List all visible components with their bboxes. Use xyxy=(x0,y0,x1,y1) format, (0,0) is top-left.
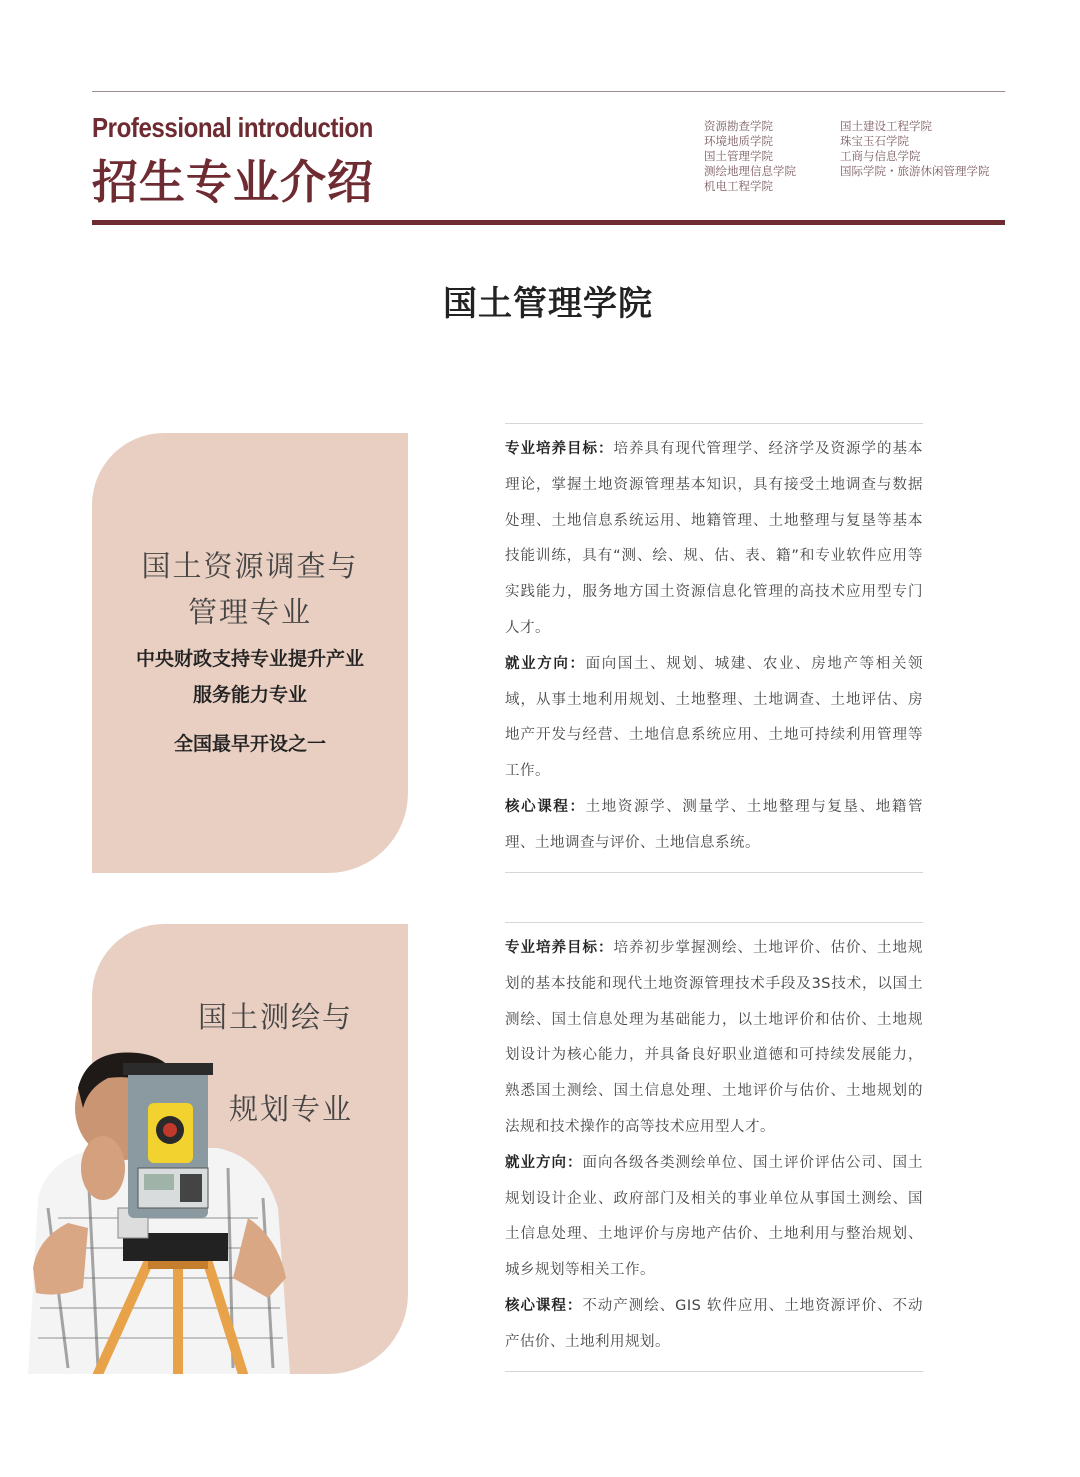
header-top-rule xyxy=(92,91,1005,92)
major2-description xyxy=(505,922,923,1372)
major1-tag xyxy=(92,641,408,713)
major1-name-line1: 国土资源调查与 xyxy=(141,549,359,583)
courses-label: 核心课程： xyxy=(505,798,586,815)
major2-name-line1: 国土测绘与 xyxy=(197,1000,353,1034)
department-title: 国土管理学院 xyxy=(443,284,653,324)
major1-career xyxy=(505,647,923,790)
heading-english: Professional introduction xyxy=(92,112,373,143)
career-text: 面向各级各类测绘单位、国土评价评估公司、国土规划设计企业、政府部门及相关的事业单位从事国土测绘、国土信息处理、土地评价与房地产估价、土地利用与整治规划、城乡规划等相关工作。 xyxy=(505,1154,923,1279)
career-label: 就业方向： xyxy=(505,655,586,672)
header-bottom-rule xyxy=(92,220,1005,225)
college-item: 资源勘查学院 xyxy=(704,119,773,133)
heading-chinese: 招生专业介绍 xyxy=(92,155,374,209)
major2-courses xyxy=(505,1289,923,1361)
goal-label: 专业培养目标： xyxy=(505,940,614,956)
major1-courses xyxy=(505,790,923,862)
courses-text: 土地资源学、测量学、土地整理与复垦、地籍管理、土地调查与评价、土地信息系统。 xyxy=(505,798,924,851)
college-list-col1 xyxy=(704,119,796,194)
major1-name xyxy=(92,543,408,635)
page-heading xyxy=(92,112,419,212)
major1-name-line2: 管理专业 xyxy=(187,595,312,629)
college-item: 国土管理学院 xyxy=(704,149,773,163)
divider xyxy=(505,1371,923,1372)
college-item: 珠宝玉石学院 xyxy=(840,134,909,148)
major1-tag2: 全国最早开设之一 xyxy=(173,733,326,755)
divider xyxy=(505,423,923,424)
divider xyxy=(505,872,923,873)
courses-text: 不动产测绘、GIS 软件应用、土地资源评价、不动产估价、土地利用规划。 xyxy=(505,1297,924,1350)
college-item: 国际学院・旅游休闲管理学院 xyxy=(840,164,990,178)
major1-description xyxy=(505,423,923,873)
goal-text: 培养具有现代管理学、经济学及资源学的基本理论，掌握土地资源管理基本知识，具有接受土地调查与数据处理、土地信息系统运用、地籍管理、土地整理与复垦等基本技能训练，具有“测、绘、规、估、表、籍”和专业软件应用等实践能力，服务地方国土资源信息化管理的高技术应用型专门人才。 xyxy=(505,441,923,636)
surveyor-photo xyxy=(28,1048,290,1374)
college-item: 机电工程学院 xyxy=(704,179,773,193)
major1-goal xyxy=(505,432,923,647)
college-item: 环境地质学院 xyxy=(704,134,773,148)
career-text: 面向国土、规划、城建、农业、房地产等相关领域，从事土地利用规划、土地整理、土地调查、土地评估、房地产开发与经营、土地信息系统应用、土地可持续利用管理等工作。 xyxy=(505,655,924,780)
goal-label: 专业培养目标： xyxy=(505,441,614,457)
college-item: 工商与信息学院 xyxy=(840,149,921,163)
college-item: 测绘地理信息学院 xyxy=(704,164,796,178)
major1-card xyxy=(92,433,408,873)
major2-goal xyxy=(505,931,923,1146)
college-list-col2 xyxy=(840,119,990,179)
courses-label: 核心课程： xyxy=(505,1297,583,1314)
college-item: 国土建设工程学院 xyxy=(840,119,932,133)
divider xyxy=(505,922,923,923)
major2-career xyxy=(505,1146,923,1289)
major1-tag-line1: 中央财政支持专业提升产业 xyxy=(135,648,364,670)
goal-text: 培养初步掌握测绘、土地评价、估价、土地规划的基本技能和现代土地资源管理技术手段及3S技术，以国土测绘、国土信息处理为基础能力，以土地评价和估价、土地规划设计为核心能力，并具备良好职业道德和可持续发展能力，熟悉国土测绘、国土信息处理、土地评价与估价、土地规划的法规和技术操作的高等技术应用型人才。 xyxy=(505,940,923,1135)
major2-name-line2: 规划专业 xyxy=(228,1092,353,1126)
major1-tag-line2: 服务能力专业 xyxy=(192,684,307,706)
career-label: 就业方向： xyxy=(505,1154,583,1171)
